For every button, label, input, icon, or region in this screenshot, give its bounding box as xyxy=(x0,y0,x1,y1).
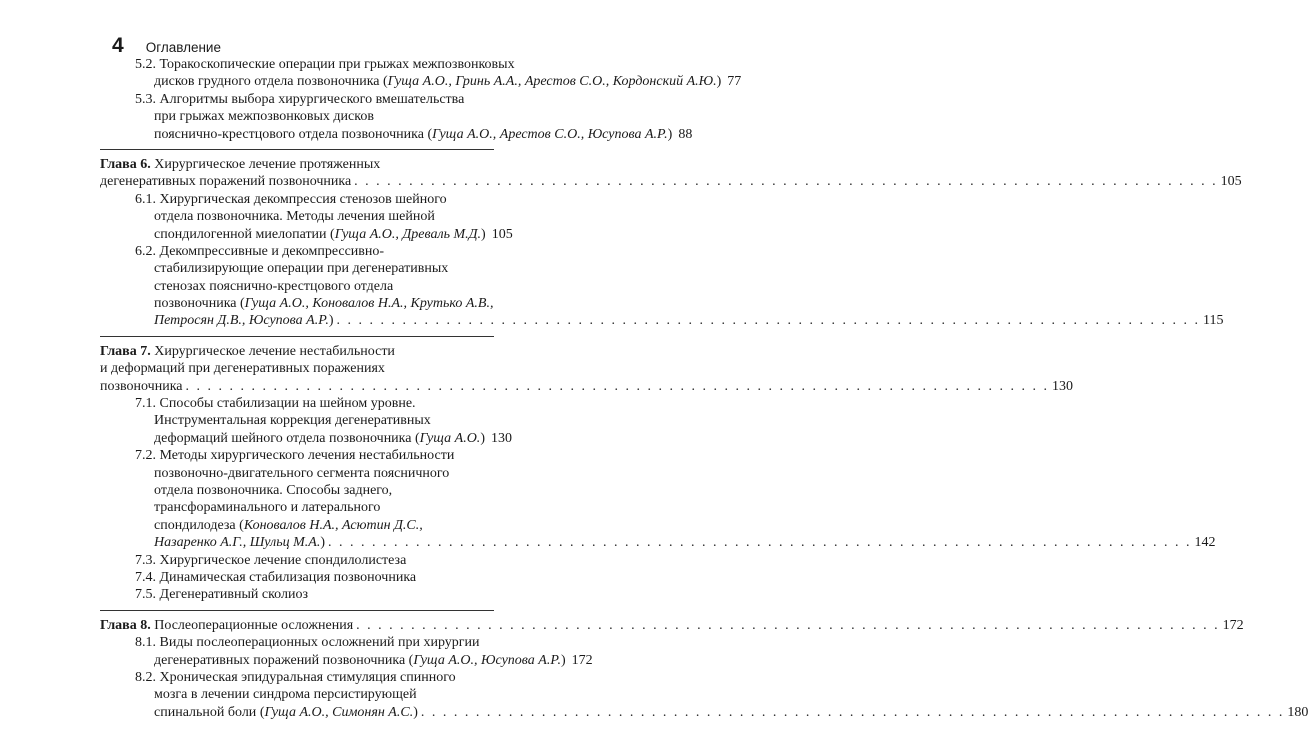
dot-leader: . . . . . . . . . . . . . . . . . . . . . . . . . . . . . . . . . . . . . . . . . . . . . . . . . . . . . . . . . . . . . . . . . . . . . . . . . . . . . . . xyxy=(420,704,1285,720)
section-number: 7.1. xyxy=(135,396,156,412)
toc-entry-line: спондилодеза (Коновалов Н.А., Асютин Д.С., xyxy=(154,517,423,533)
section-title: стенозах пояснично-крестцового отдела xyxy=(154,278,394,294)
section-title: спондилодеза xyxy=(154,517,236,533)
dot-leader: . . . . . . . . . . . . . . . . . . . . . . . . . . . . . . . . . . . . . . . . . . . . . . . . . . . . . . . . . . . . . . . . . . . . . . . . . . . . . . . xyxy=(354,174,1218,190)
dot-leader: . . . . . . . . . . . . . . . . . . . . . . . . . . . . . . . . . . . . . . . . . . . . . . . . . . . . . . . . . . . . . . . . . . . . . . . . . . . . . . . xyxy=(328,535,1192,551)
toc-entry-line xyxy=(100,191,494,208)
toc-entry-line xyxy=(100,617,1244,634)
toc-entry-line xyxy=(100,156,494,173)
table-of-contents xyxy=(100,56,1308,721)
running-head-title: Оглавление xyxy=(145,40,221,55)
section-authors: Гуща А.О., Симонян А.С. xyxy=(264,704,414,720)
chapter-block xyxy=(100,343,1216,604)
section-number: 7.5. xyxy=(135,587,156,603)
page-ref: 88 xyxy=(678,126,693,142)
toc-entry-line xyxy=(100,652,593,669)
section-number: 7.2. xyxy=(135,448,156,464)
section-number: 7.4. xyxy=(135,569,156,585)
toc-entry-line xyxy=(100,465,494,482)
chapter-title: Хирургическое лечение нестабильности xyxy=(154,343,395,359)
chapter-title: Послеоперационные осложнения xyxy=(154,617,354,633)
chapter-block xyxy=(100,56,742,143)
entry-text: спондилогенной миелопатии (Гуща А.О., Древаль М.Д.) xyxy=(154,226,486,242)
toc-entry-line xyxy=(100,686,494,703)
toc-entry-line xyxy=(100,482,494,499)
section-title: позвоночника xyxy=(154,296,237,312)
section-title: Декомпрессивные и декомпрессивно- xyxy=(159,243,385,259)
toc-entry-line xyxy=(100,569,494,586)
toc-entry-line xyxy=(100,634,494,651)
dot-leader: . . . . . . . . . . . . . . . . . . . . . . . . . . . . . . . . . . . . . . . . . . . . . . . . . . . . . . . . . . . . . . . . . . . . . . . . . . . . . . . xyxy=(356,617,1220,633)
section-number: 6.1. xyxy=(135,191,156,207)
section-authors: Гуща А.О., Юсупова А.Р. xyxy=(413,652,561,668)
toc-entry-line xyxy=(100,226,513,243)
entry-text: дисков грудного отдела позвоночника (Гуща А.О., Гринь А.А., Арестов С.О., Кордонский А.Ю.) xyxy=(154,74,722,90)
section-title: Алгоритмы выбора хирургического вмешательства xyxy=(159,91,465,107)
page-ref: 105 xyxy=(491,226,513,242)
page-ref: 172 xyxy=(571,652,593,668)
page-ref: 130 xyxy=(1052,378,1073,394)
running-head xyxy=(112,34,221,58)
toc-entry-line xyxy=(100,260,494,277)
toc-entry-line xyxy=(100,669,494,686)
toc-entry-line xyxy=(100,395,494,412)
page-number: 4 xyxy=(112,34,124,57)
entry-text: деформаций шейного отдела позвоночника (Гуща А.О.) xyxy=(154,430,485,446)
section-title: Способы стабилизации на шейном уровне. xyxy=(159,396,416,412)
section-number: 8.1. xyxy=(135,635,156,651)
section-title: Методы хирургического лечения нестабильности xyxy=(159,448,455,464)
page-ref: 172 xyxy=(1222,617,1244,633)
toc-entry-line xyxy=(100,499,494,516)
section-authors: Гуща А.О., Гринь А.А., Арестов С.О., Кордонский А.Ю. xyxy=(387,74,717,90)
section-authors: Гуща А.О. xyxy=(419,430,481,446)
section-title: при грыжах межпозвонковых дисков xyxy=(154,109,374,125)
section-title: спондилогенной миелопатии xyxy=(154,226,327,242)
section-title: стабилизирующие операции при дегенеративных xyxy=(154,261,449,277)
section-title: Хирургическое лечение спондилолистеза xyxy=(159,552,407,568)
toc-entry-line xyxy=(100,312,1224,329)
toc-entry-line xyxy=(100,108,494,125)
section-authors: Гуща А.О., Древаль М.Д. xyxy=(334,226,482,242)
toc-entry-line xyxy=(100,126,693,143)
section-authors: Гуща А.О., Арестов С.О., Юсупова А.Р. xyxy=(432,126,668,142)
entry-text: Петросян Д.В., Юсупова А.Р.) xyxy=(154,313,334,329)
toc-entry-line xyxy=(100,412,494,429)
section-divider xyxy=(100,336,494,337)
section-number: 5.3. xyxy=(135,91,156,107)
section-number: 7.3. xyxy=(135,552,156,568)
section-number: 8.2. xyxy=(135,669,156,685)
toc-entry-line xyxy=(100,278,494,295)
toc-entry-line xyxy=(100,586,494,603)
page-ref: 115 xyxy=(1203,313,1224,329)
chapter-title: Хирургическое лечение протяженных xyxy=(154,156,381,172)
section-title: Инструментальная коррекция дегенеративных xyxy=(154,413,431,429)
chapter-label: Глава 7. xyxy=(100,343,151,359)
entry-text xyxy=(100,617,353,634)
toc-entry-line: позвоночника (Гуща А.О., Коновалов Н.А., Крутько А.В., xyxy=(154,296,494,312)
section-title: мозга в лечении синдрома персистирующей xyxy=(154,687,417,703)
section-title: Торакоскопические операции при грыжах межпозвонковых xyxy=(159,57,515,72)
page-ref: 180 xyxy=(1287,704,1308,720)
section-title: трансфораминального и латерального xyxy=(154,500,381,516)
toc-entry-line xyxy=(100,704,1308,721)
section-divider xyxy=(100,610,494,611)
toc-entry-line xyxy=(100,378,1073,395)
page-ref: 142 xyxy=(1194,535,1216,551)
section-title: отдела позвоночника. Способы заднего, xyxy=(154,482,393,498)
chapter-title: позвоночника xyxy=(100,378,183,394)
dot-leader: . . . . . . . . . . . . . . . . . . . . . . . . . . . . . . . . . . . . . . . . . . . . . . . . . . . . . . . . . . . . . . . . . . . . . . . . . . . . . . . xyxy=(336,313,1201,329)
chapter-title: дегенеративных поражений позвоночника xyxy=(100,174,352,190)
toc-entry-line xyxy=(100,243,494,260)
chapter-label: Глава 8. xyxy=(100,617,151,633)
section-title: позвоночно-двигательного сегмента поясничного xyxy=(154,465,450,481)
toc-entry-line xyxy=(100,430,512,447)
toc-entry-line xyxy=(100,56,515,73)
section-title: Виды послеоперационных осложнений при хирургии xyxy=(159,635,480,651)
entry-text: дегенеративных поражений позвоночника (Гуща А.О., Юсупова А.Р.) xyxy=(154,652,566,668)
section-authors: Гуща А.О., Коновалов Н.А., Крутько А.В., xyxy=(244,296,494,312)
section-authors: Петросян Д.В., Юсупова А.Р. xyxy=(154,313,329,329)
section-title: дисков грудного отдела позвоночника xyxy=(154,74,380,90)
section-number: 6.2. xyxy=(135,243,156,259)
section-number: 5.2. xyxy=(135,57,156,72)
section-title: Дегенеративный сколиоз xyxy=(159,587,309,603)
toc-entry-line xyxy=(100,360,494,377)
section-title: деформаций шейного отдела позвоночника xyxy=(154,430,412,446)
page-ref: 130 xyxy=(490,430,512,446)
entry-text: пояснично-крестцового отдела позвоночника (Гуща А.О., Арестов С.О., Юсупова А.Р.) xyxy=(154,126,673,142)
entry-text: спинальной боли (Гуща А.О., Симонян А.С.) xyxy=(154,704,418,720)
toc-entry-line xyxy=(100,208,494,225)
entry-text: Назаренко А.Г., Шульц М.А.) xyxy=(154,535,326,551)
toc-entry-line xyxy=(100,552,494,569)
section-title: отдела позвоночника. Методы лечения шейной xyxy=(154,209,435,225)
toc-entry-line xyxy=(100,534,1216,551)
toc-entry-line xyxy=(100,447,494,464)
section-title: Динамическая стабилизация позвоночника xyxy=(159,569,417,585)
section-title: Хроническая эпидуральная стимуляция спинного xyxy=(159,669,456,685)
entry-text xyxy=(100,173,351,190)
toc-entry-line xyxy=(100,73,742,90)
section-title: спинальной боли xyxy=(154,704,257,720)
chapter-title: и деформаций при дегенеративных поражениях xyxy=(100,361,385,377)
chapter-label: Глава 6. xyxy=(100,156,151,172)
section-title: пояснично-крестцового отдела позвоночника xyxy=(154,126,424,142)
section-divider xyxy=(100,149,494,150)
entry-text xyxy=(100,378,183,395)
toc-entry-line xyxy=(100,173,1242,190)
section-authors: Назаренко А.Г., Шульц М.А. xyxy=(154,535,321,551)
page-ref: 77 xyxy=(727,74,742,90)
section-authors: Коновалов Н.А., Асютин Д.С., xyxy=(243,517,423,533)
page-ref: 105 xyxy=(1220,174,1242,190)
toc-entry-line xyxy=(100,343,494,360)
chapter-block xyxy=(100,617,1308,721)
chapter-block xyxy=(100,156,1242,330)
dot-leader: . . . . . . . . . . . . . . . . . . . . . . . . . . . . . . . . . . . . . . . . . . . . . . . . . . . . . . . . . . . . . . . . . . . . . . . . . . . . . . . xyxy=(185,378,1049,394)
section-title: дегенеративных поражений позвоночника xyxy=(154,652,406,668)
toc-entry-line xyxy=(100,91,494,108)
section-title: Хирургическая декомпрессия стенозов шейного xyxy=(159,191,447,207)
